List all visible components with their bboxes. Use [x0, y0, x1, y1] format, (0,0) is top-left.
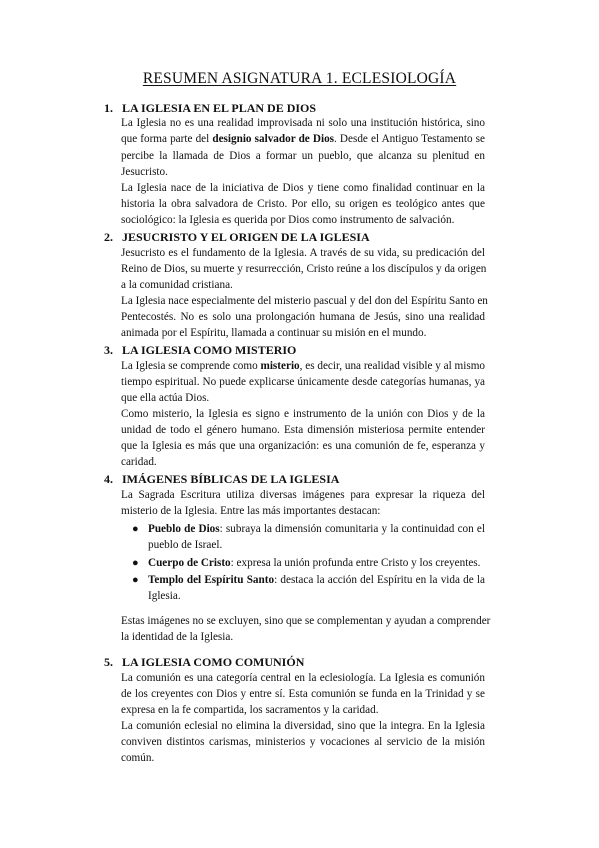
bullet-icon: ●	[132, 523, 139, 535]
bold-term: designio salvador de Dios	[212, 133, 335, 145]
section-1-heading	[104, 101, 316, 116]
section-title: JESUCRISTO Y EL ORIGEN DE LA IGLESIA	[122, 230, 370, 244]
list-item: Templo del Espíritu Santo: destaca la acción del Espíritu en la vida de la	[148, 574, 485, 586]
section-title: IMÁGENES BÍBLICAS DE LA IGLESIA	[122, 472, 340, 486]
bold-term: Cuerpo de Cristo	[148, 557, 231, 569]
bold-term: Templo del Espíritu Santo	[148, 574, 275, 586]
paragraph-line: tiempo espiritual. No puede explicarse únicamente desde categorías humanas, ya	[121, 376, 485, 388]
section-5-heading	[104, 655, 304, 670]
section-number: 1.	[104, 101, 113, 115]
paragraph-line: La comunión eclesial no elimina la diversidad, sino que la integra. En la Iglesia	[121, 720, 485, 732]
paragraph-line: sociológico: la Iglesia es querida por Dios como instrumento de salvación.	[121, 214, 455, 226]
list-item-continuation: Iglesia.	[148, 590, 181, 602]
paragraph-line: Jesucristo es el fundamento de la Iglesia. A través de su vida, su predicación del	[121, 247, 485, 259]
paragraph-line: a la comunidad cristiana.	[121, 279, 233, 291]
section-number: 4.	[104, 472, 113, 486]
page-title: RESUMEN ASIGNATURA 1. ECLESIOLOGÍA	[142, 70, 457, 87]
section-title: LA IGLESIA COMO COMUNIÓN	[122, 655, 305, 669]
paragraph-line: misterio de la Iglesia. Entre las más importantes destacan:	[121, 505, 381, 517]
paragraph-line: Como misterio, la Iglesia es signo e instrumento de la unión con Dios y de la	[121, 408, 485, 420]
bold-term: Pueblo de Dios	[148, 523, 220, 535]
paragraph-line: percibe la llamada de Dios a formar un pueblo, que alcanza su plenitud en	[121, 150, 485, 162]
paragraph-line: común.	[121, 752, 155, 764]
section-2-heading	[104, 230, 370, 245]
paragraph-line: Estas imágenes no se excluyen, sino que se complementan y ayudan a comprender	[121, 615, 491, 627]
list-item-continuation: pueblo de Israel.	[148, 539, 223, 551]
section-3-heading	[104, 343, 296, 358]
paragraph-line: Pentecostés. No es solo una prolongación humana de Jesús, sino una realidad	[121, 311, 485, 323]
paragraph-line: la identidad de la Iglesia.	[121, 631, 234, 643]
list-item: Pueblo de Dios: subraya la dimensión comunitaria y la continuidad con el	[148, 523, 485, 535]
section-number: 3.	[104, 343, 113, 357]
paragraph-line: La Iglesia se comprende como misterio, es decir, una realidad visible y al mismo	[121, 360, 485, 372]
paragraph-line: La Iglesia no es una realidad improvisada ni solo una institución histórica, sino	[121, 117, 485, 129]
paragraph-line: expresa en la fe compartida, los sacramentos y la caridad.	[121, 704, 379, 716]
paragraph-line: que ella actúa Dios.	[121, 392, 210, 404]
section-4-heading	[104, 472, 339, 487]
paragraph-line: caridad.	[121, 456, 157, 468]
paragraph-line: La Sagrada Escritura utiliza diversas imágenes para expresar la riqueza del	[121, 489, 485, 501]
section-number: 5.	[104, 655, 113, 669]
list-item: Cuerpo de Cristo: expresa la unión profunda entre Cristo y los creyentes.	[148, 557, 481, 569]
paragraph-line: unidad de todo el género humano. Esta dimensión misteriosa permite entender	[121, 424, 485, 436]
paragraph-line: de los creyentes con Dios y entre sí. Esta comunión se funda en la Trinidad y se	[121, 688, 485, 700]
paragraph-line: conviven distintos carismas, ministerios y vocaciones al servicio de la misión	[121, 736, 485, 748]
section-number: 2.	[104, 230, 113, 244]
paragraph-line: La comunión es una categoría central en la eclesiología. La Iglesia es comunión	[121, 672, 485, 684]
paragraph-line: que forma parte del designio salvador de Dios. Desde el Antiguo Testamento se	[121, 133, 485, 145]
bold-term: misterio	[260, 360, 300, 372]
bullet-icon: ●	[132, 574, 139, 586]
paragraph-line: animada por el Espíritu, llamada a continuar su misión en el mundo.	[121, 327, 427, 339]
bullet-icon: ●	[132, 557, 139, 569]
paragraph-line: La Iglesia nace especialmente del misterio pascual y del don del Espíritu Santo en	[121, 295, 488, 307]
paragraph-line: Reino de Dios, su muerte y resurrección, Cristo reúne a los discípulos y da origen	[121, 263, 487, 275]
section-title: LA IGLESIA COMO MISTERIO	[122, 343, 297, 357]
section-title: LA IGLESIA EN EL PLAN DE DIOS	[122, 101, 317, 115]
paragraph-line: La Iglesia nace de la iniciativa de Dios y tiene como finalidad continuar en la	[121, 182, 485, 194]
paragraph-line: que la Iglesia es más que una organización: es una comunión de fe, esperanza y	[121, 440, 485, 452]
paragraph-line: Jesucristo.	[121, 166, 168, 178]
paragraph-line: historia la obra salvadora de Cristo. Por ello, su origen es teológico antes que	[121, 198, 485, 210]
